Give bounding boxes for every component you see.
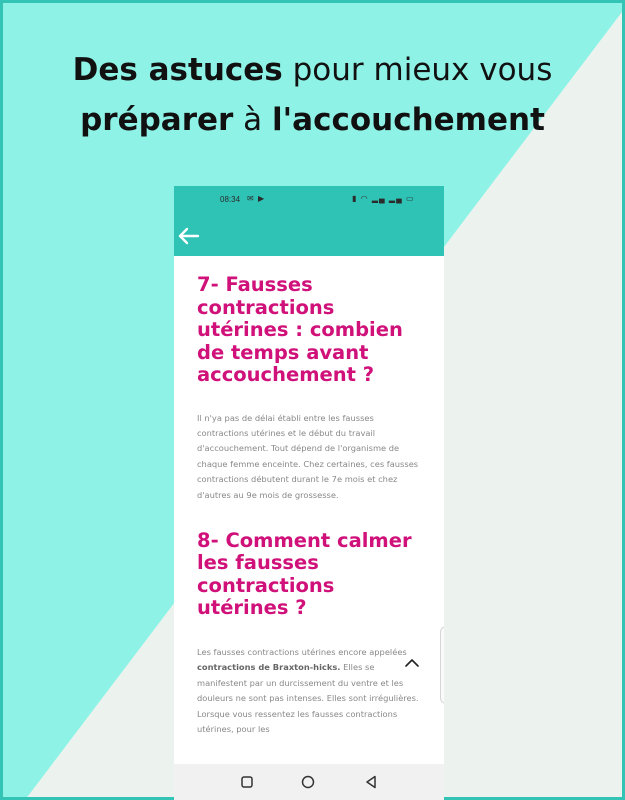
section-8-heading: 8- Comment calmer les fausses contractions utérines ? bbox=[197, 528, 412, 620]
arrow-left-icon[interactable] bbox=[176, 223, 202, 249]
app-bar bbox=[174, 216, 444, 256]
section-8-text-end: Elles se manifestent par un durcissement du ventre et les douleurs ne sont pas intenses. Elles sont irrégulières. Lorsque vous ressentez les fausses contractions utérines, pour les bbox=[197, 662, 419, 734]
headline-bold-3: l'accouchement bbox=[272, 102, 545, 138]
section-8-bold-term: contractions de Braxton-hicks. bbox=[197, 662, 341, 673]
play-store-icon: ▶ bbox=[257, 194, 266, 203]
mail-icon: ✉ bbox=[247, 194, 255, 203]
promo-headline bbox=[0, 45, 625, 145]
section-8-text-start: Les fausses contractions utérines encore appelées bbox=[197, 646, 407, 657]
section-8-paragraph bbox=[197, 645, 423, 737]
headline-text-2: à bbox=[233, 102, 273, 138]
status-bar bbox=[174, 186, 444, 216]
signal-icon: ▂▄ bbox=[371, 194, 386, 203]
phone-screen bbox=[174, 186, 444, 800]
section-7-heading: 7- Fausses contractions utérines : combien de temps avant accouchement ? bbox=[197, 273, 403, 386]
battery-icon: ▭ bbox=[405, 194, 415, 203]
circle-home-icon[interactable] bbox=[301, 775, 315, 789]
section-7-paragraph: Il n'ya pas de délai établi entre les fausses contractions utérines et le début du travail d'accouchement. Tout dépend de l'organisme de chaque femme enceinte. Chez certaines, ces fausses contractions débutent durant le 7e mois et chez d'autres au 9e mois de grossesse. bbox=[197, 412, 419, 500]
nav-bar bbox=[174, 764, 444, 800]
signal-icon: ▂▄ bbox=[388, 194, 403, 203]
headline-bold-1: Des astuces bbox=[72, 52, 283, 88]
chevron-up-icon[interactable] bbox=[403, 656, 421, 670]
status-right-icons bbox=[352, 194, 415, 203]
vibrate-icon: ▮ bbox=[352, 194, 358, 203]
headline-bold-2: préparer bbox=[80, 102, 234, 138]
headline-line-2 bbox=[0, 95, 625, 145]
status-time: 08:34 bbox=[220, 195, 241, 204]
headline-text-1: pour mieux vous bbox=[282, 52, 553, 88]
article-content bbox=[197, 270, 423, 737]
status-left-icons bbox=[247, 194, 265, 203]
square-recents-icon[interactable] bbox=[241, 776, 253, 788]
headline-line-1 bbox=[0, 45, 625, 95]
wifi-icon: ◠ bbox=[360, 194, 369, 203]
triangle-back-icon[interactable] bbox=[365, 775, 377, 789]
edge-panel-handle[interactable] bbox=[440, 626, 444, 704]
